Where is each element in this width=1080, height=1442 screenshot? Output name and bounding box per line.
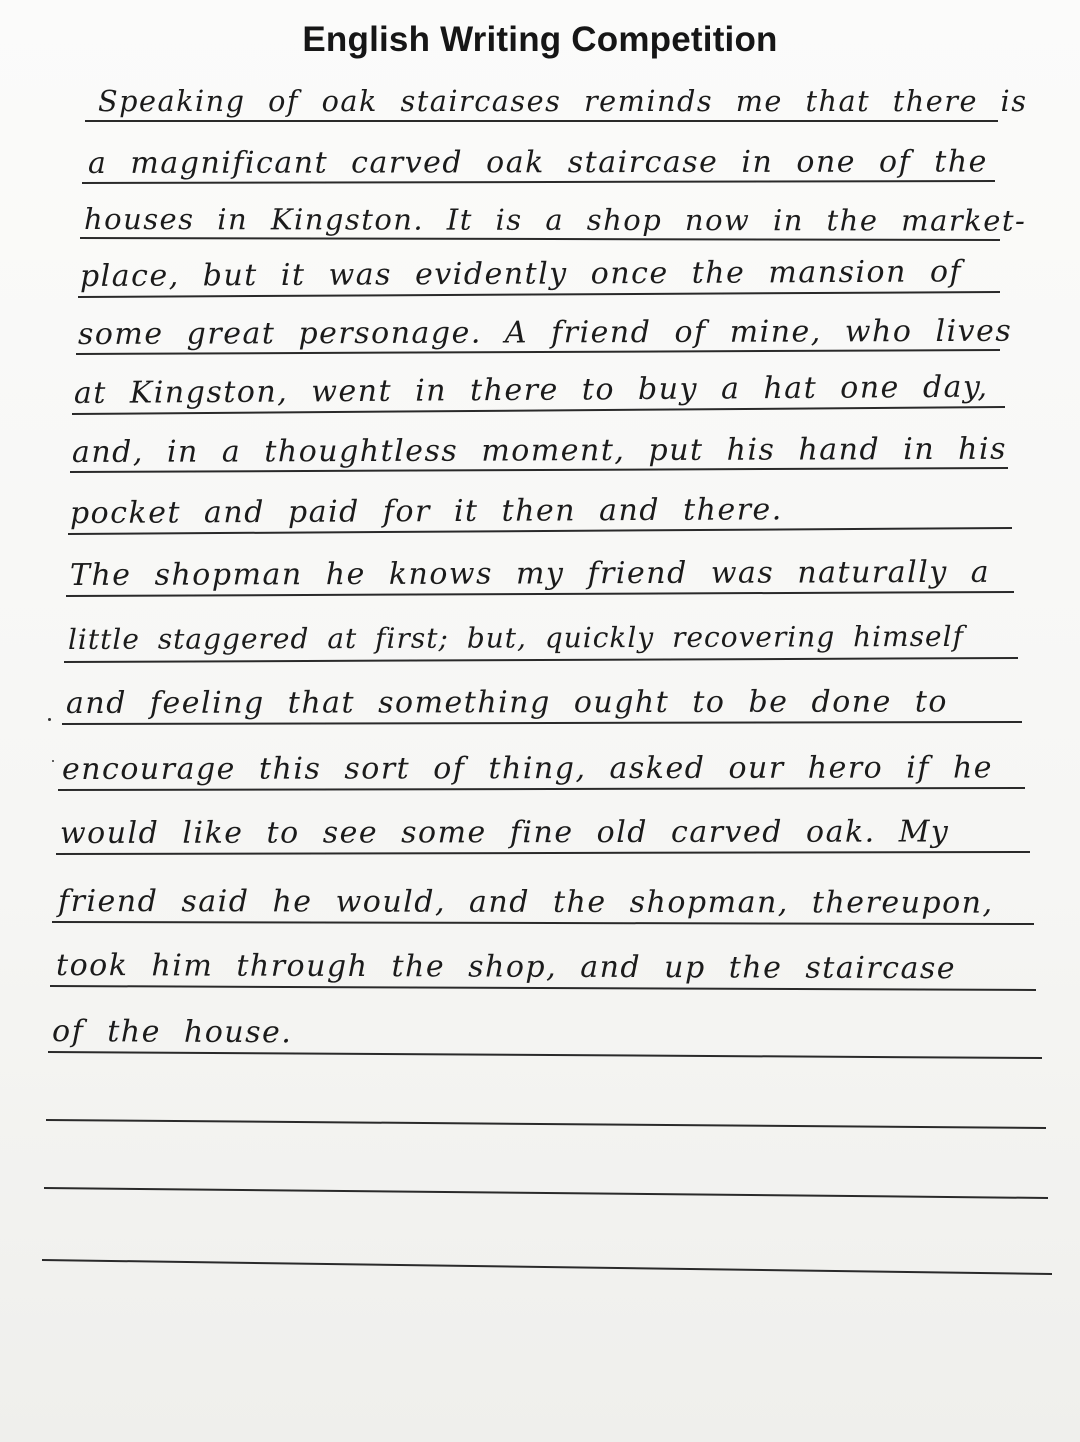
handwriting-line: would like to see some fine old carved oak. My xyxy=(59,814,950,851)
handwriting-line: and, in a thoughtless moment, put his hand in his xyxy=(71,431,1008,470)
handwriting-line: The shopman he knows my friend was naturally a xyxy=(69,554,991,593)
ruled-line xyxy=(50,986,1036,990)
ruled-line xyxy=(64,658,1018,662)
ink-dot xyxy=(52,760,54,762)
ruled-line xyxy=(80,238,1000,240)
ruled-line xyxy=(52,922,1034,924)
handwriting-line: some great personage. A friend of mine, who lives xyxy=(77,313,1013,352)
handwriting-line: took him through the shop, and up the staircase xyxy=(56,948,957,987)
handwriting-line: encourage this sort of thing, asked our hero if he xyxy=(61,750,994,787)
handwriting-line: at Kingston, went in there to buy a hat one day, xyxy=(73,369,989,411)
handwriting-line: friend said he would, and the shopman, thereupon, xyxy=(58,884,994,921)
handwriting-line: little staggered at first; but, quickly recovering himself xyxy=(67,619,964,656)
ruled-line xyxy=(42,1260,1052,1274)
handwriting-line: pocket and paid for it then and there. xyxy=(69,492,783,531)
handwriting-line: and feeling that something ought to be done to xyxy=(65,684,948,721)
ruled-line xyxy=(82,181,995,183)
ruled-line xyxy=(48,1052,1042,1058)
handwriting-line: a magnificant carved oak staircase in one of the xyxy=(87,144,988,181)
ruled-line xyxy=(56,852,1030,854)
ruled-line xyxy=(58,788,1025,790)
handwriting-line: Speaking of oak staircases reminds me that there is xyxy=(98,84,1028,118)
ruled-line xyxy=(46,1120,1046,1128)
ink-dot xyxy=(48,718,51,721)
ruled-line xyxy=(62,722,1022,724)
ruled-line xyxy=(66,592,1014,596)
handwriting-line: place, but it was evidently once the mansion of xyxy=(79,254,963,294)
page-title: English Writing Competition xyxy=(302,20,778,59)
handwriting-line: of the house. xyxy=(52,1014,293,1051)
ruled-line xyxy=(44,1188,1048,1198)
handwriting-line: houses in Kingston. It is a shop now in the market- xyxy=(84,202,1027,238)
